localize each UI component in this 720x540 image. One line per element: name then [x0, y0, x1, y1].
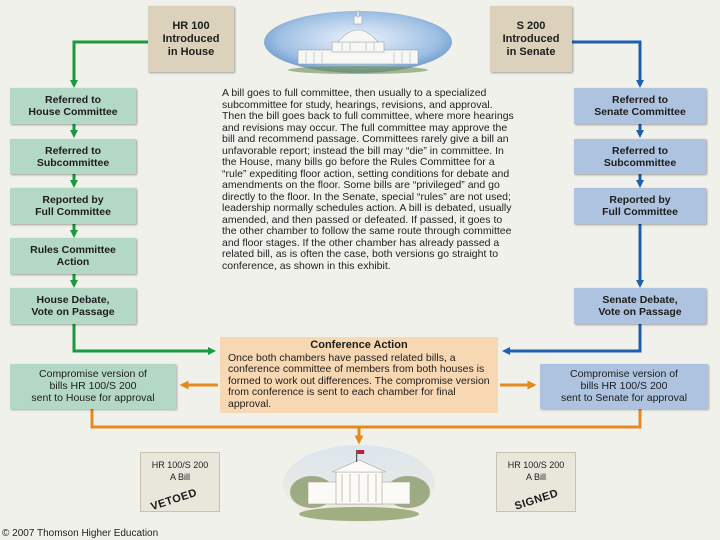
signed-bill-card: HR 100/S 200 A Bill	[496, 452, 576, 512]
house-start-box: HR 100 Introduced in House	[148, 6, 234, 72]
vetoed-stamp: VETOED	[149, 486, 199, 514]
conference-text: Once both chambers have passed related bills, a conference committee of members from both houses is formed to work out differences. The compromise version from conference is sent to each chamber for final approval.	[228, 351, 490, 410]
senate-step-referred-subcommittee: Referred to Subcommittee	[574, 139, 706, 174]
senate-step-debate-vote: Senate Debate, Vote on Passage	[574, 288, 706, 324]
senate-step-reported-full-committee: Reported by Full Committee	[574, 188, 706, 224]
house-step-referred-committee: Referred to House Committee	[10, 88, 136, 124]
house-step-debate-vote: House Debate, Vote on Passage	[10, 288, 136, 324]
senate-step-referred-committee: Referred to Senate Committee	[574, 88, 706, 124]
white-house-illustration	[282, 444, 436, 524]
vetoed-bill-card: HR 100/S 200 A Bill	[140, 452, 220, 512]
house-step-rules-committee: Rules Committee Action	[10, 238, 136, 274]
house-step-referred-subcommittee: Referred to Subcommittee	[10, 139, 136, 174]
capitol-dome-illustration	[262, 10, 454, 74]
process-explanation: A bill goes to full committee, then usually to a specialized subcommittee for study, hearings, revisions, and approval. Then the bill goes back to full committee, where more hearings and revisions may occur. The full committee may approve the bill and recommend passage. Committees rarely give a bill an unfavorable report; instead the bill may “die” in committee. In the House, many bills go before the Rules Committee for a “rule” expediting floor action, setting conditions for debate and amendments on the floor. Some bills are “privileged” and go directly to the floor. In the Senate, special “rules” are not used; leadership normally schedules action. A bill is debated, usually amended, and then passed or defeated. If passed, it goes to the other chamber to follow the same route through committee and floor stages. If the other chamber has already passed a related bill, as is often the case, both versions go straight to conference, as shown in this exhibit.	[222, 87, 514, 272]
house-compromise-box: Compromise version of bills HR 100/S 200 sent to House for approval	[10, 364, 176, 409]
copyright-notice: © 2007 Thomson Higher Education	[2, 528, 159, 539]
conference-title: Conference Action	[310, 339, 408, 351]
signed-stamp: SIGNED	[513, 487, 560, 513]
senate-start-box: S 200 Introduced in Senate	[490, 6, 572, 72]
house-step-reported-full-committee: Reported by Full Committee	[10, 188, 136, 224]
conference-action-box	[220, 337, 498, 413]
senate-compromise-box: Compromise version of bills HR 100/S 200 sent to Senate for approval	[540, 364, 708, 409]
